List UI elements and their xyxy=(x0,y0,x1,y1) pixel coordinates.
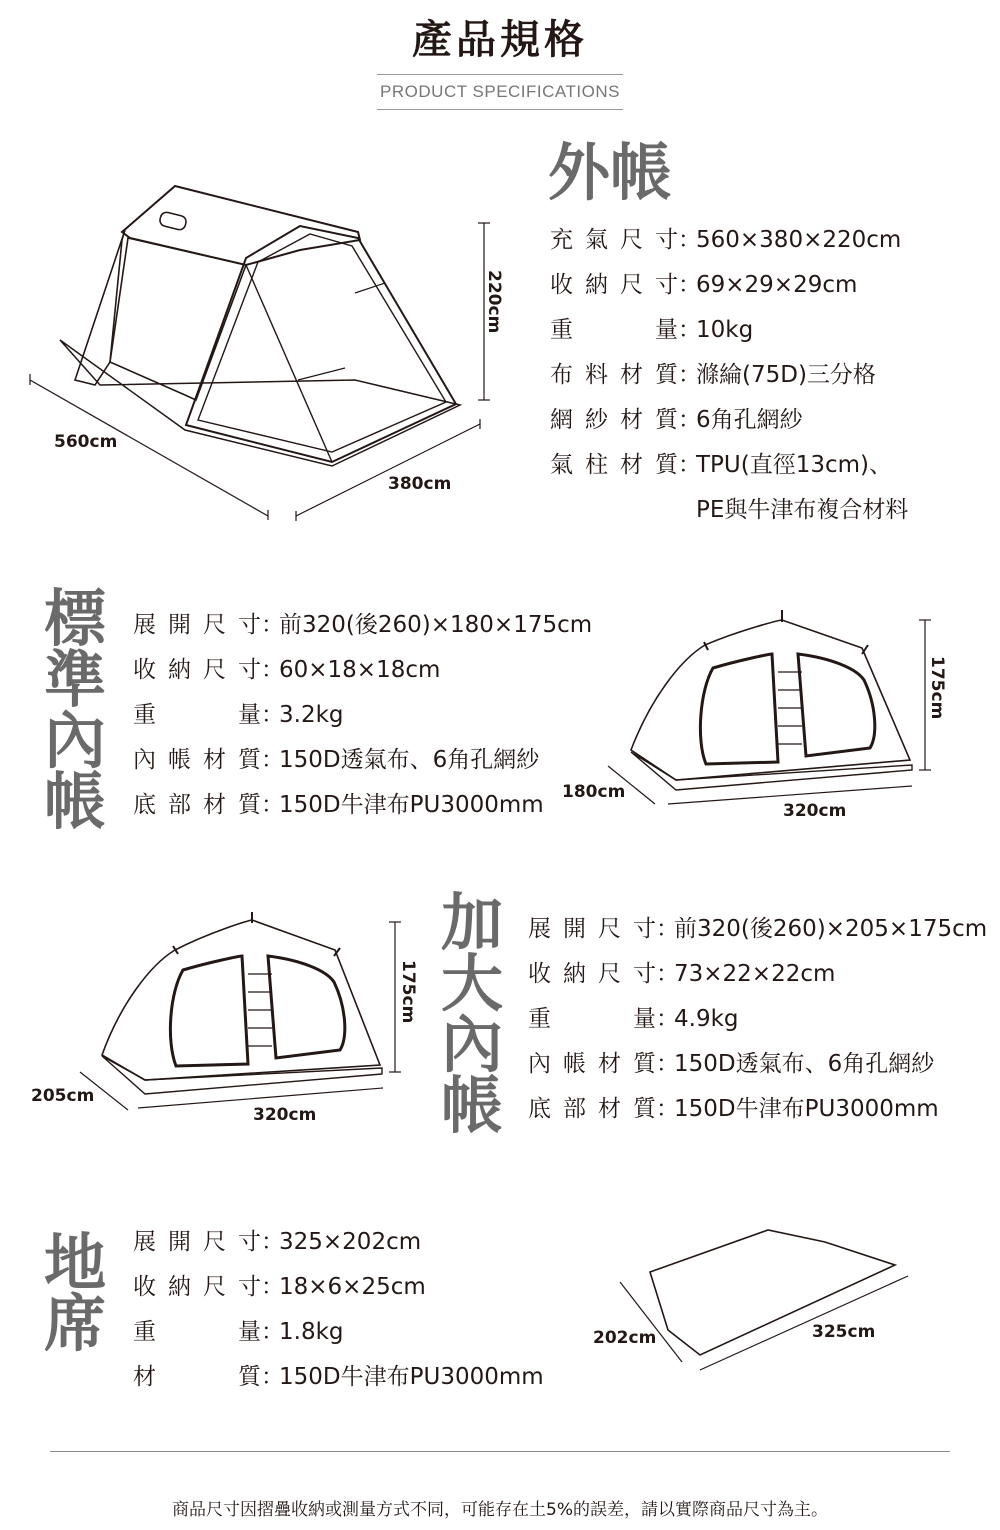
standard-inner-drawing xyxy=(608,610,931,804)
outer-tent-title: 外帳 xyxy=(548,136,673,209)
spec-row: 內帳材質 ： 150D透氣布、6角孔網紗 xyxy=(133,738,592,783)
spec-row: 收納尺寸 ： 69×29×29cm xyxy=(550,263,908,308)
spec-label: 重量 xyxy=(550,317,678,343)
large-inner-specs xyxy=(528,907,987,1132)
large-height-dim: 175cm xyxy=(398,960,418,1024)
spec-value: 560×380×220cm xyxy=(696,227,902,253)
spec-row: 收納尺寸 ： 73×22×22cm xyxy=(528,952,987,997)
spec-value: 150D牛津布PU3000mm xyxy=(279,1364,544,1390)
spec-value: TPU(直徑13cm)、 xyxy=(696,452,893,478)
large-inner-title xyxy=(441,886,504,1142)
spec-value: 10kg xyxy=(696,317,754,343)
spec-value: 滌綸(75D)三分格 xyxy=(696,362,876,388)
spec-row: 充氣尺寸 ： 560×380×220cm xyxy=(550,218,908,263)
spec-row: 重量 ： 10kg xyxy=(550,308,908,353)
outer-height-dim: 220cm xyxy=(484,270,504,334)
spec-row: 展開尺寸 ： 325×202cm xyxy=(133,1220,544,1265)
spec-row: 底部材質 ： 150D牛津布PU3000mm xyxy=(528,1087,987,1132)
spec-label: 收納尺寸 xyxy=(550,272,678,298)
outer-tent-drawing xyxy=(30,186,490,521)
spec-value: 前320(後260)×180×175cm xyxy=(279,612,593,638)
page-title: 產品規格 xyxy=(412,17,588,63)
spec-label: 網紗材質 xyxy=(550,407,678,433)
spec-label: 收納尺寸 xyxy=(133,657,261,683)
standard-width-dim: 320cm xyxy=(783,801,847,821)
title-char: 加 xyxy=(441,886,504,959)
standard-depth-dim: 180cm xyxy=(562,782,626,802)
mat-width-dim: 325cm xyxy=(812,1322,876,1342)
footnote: 商品尺寸因摺疊收納或測量方式不同，可能存在土5%的誤差，請以實際商品尺寸為主。 xyxy=(172,1500,828,1520)
spec-row: 收納尺寸 ： 18×6×25cm xyxy=(133,1265,544,1310)
spec-value: 150D牛津布PU3000mm xyxy=(674,1096,939,1122)
large-width-dim: 320cm xyxy=(253,1105,317,1125)
spec-label: 收納尺寸 xyxy=(133,1274,261,1300)
title-char: 準 xyxy=(44,643,107,716)
footer-divider xyxy=(50,1451,950,1452)
spec-label: 展開尺寸 xyxy=(133,612,261,638)
spec-row: 氣柱材質 ： TPU(直徑13cm)、 xyxy=(550,443,908,488)
spec-row: 收納尺寸 ： 60×18×18cm xyxy=(133,648,592,693)
spec-label: 材質 xyxy=(133,1364,261,1390)
spec-label: 充氣尺寸 xyxy=(550,227,678,253)
title-char: 地 xyxy=(44,1226,107,1299)
spec-label: 布料材質 xyxy=(550,362,678,388)
spec-value: 150D透氣布、6角孔網紗 xyxy=(279,747,540,773)
spec-label: 重量 xyxy=(133,1319,261,1345)
standard-height-dim: 175cm xyxy=(927,656,947,720)
spec-label: 展開尺寸 xyxy=(133,1229,261,1255)
standard-inner-title xyxy=(44,582,107,838)
spec-value: 60×18×18cm xyxy=(279,657,441,683)
spec-row: 底部材質 ： 150D牛津布PU3000mm xyxy=(133,783,592,828)
title-char: 標 xyxy=(44,582,107,655)
large-inner-drawing xyxy=(80,912,401,1110)
large-depth-dim: 205cm xyxy=(31,1086,95,1106)
spec-row: 重量 ： 1.8kg xyxy=(133,1310,544,1355)
spec-label: 氣柱材質 xyxy=(550,452,678,478)
spec-label: 底部材質 xyxy=(528,1096,656,1122)
spec-row: 網紗材質 ： 6角孔網紗 xyxy=(550,398,908,443)
title-char: 帳 xyxy=(441,1069,504,1142)
spec-value: 325×202cm xyxy=(279,1229,422,1255)
ground-mat-specs xyxy=(133,1220,544,1400)
spec-row: 重量 ： 4.9kg xyxy=(528,997,987,1042)
spec-value: 69×29×29cm xyxy=(696,272,858,298)
spec-value: 73×22×22cm xyxy=(674,961,836,987)
spec-label: 內帳材質 xyxy=(133,747,261,773)
spec-value: PE與牛津布複合材料 xyxy=(696,497,909,523)
mat-depth-dim: 202cm xyxy=(593,1328,657,1348)
outer-length-dim: 560cm xyxy=(54,432,118,452)
spec-row: 材質 ： 150D牛津布PU3000mm xyxy=(133,1355,544,1400)
spec-value: 150D透氣布、6角孔網紗 xyxy=(674,1051,935,1077)
spec-label: 展開尺寸 xyxy=(528,916,656,942)
spec-label: 底部材質 xyxy=(133,792,261,818)
spec-value: 6角孔網紗 xyxy=(696,407,803,433)
spec-label: 收納尺寸 xyxy=(528,961,656,987)
ground-mat-drawing xyxy=(620,1230,908,1370)
spec-label: 內帳材質 xyxy=(528,1051,656,1077)
spec-row: 布料材質 ： 滌綸(75D)三分格 xyxy=(550,353,908,398)
spec-value: 前320(後260)×205×175cm xyxy=(674,916,988,942)
spec-value: 18×6×25cm xyxy=(279,1274,426,1300)
spec-row: 展開尺寸 ： 前320(後260)×205×175cm xyxy=(528,907,987,952)
spec-value: 150D牛津布PU3000mm xyxy=(279,792,544,818)
standard-inner-specs xyxy=(133,603,592,828)
spec-value: 1.8kg xyxy=(279,1319,344,1345)
title-char: 內 xyxy=(441,1008,504,1081)
spec-label: 重量 xyxy=(133,702,261,728)
spec-value: 3.2kg xyxy=(279,702,344,728)
spec-value: 4.9kg xyxy=(674,1006,739,1032)
title-char: 大 xyxy=(441,947,504,1020)
spec-row: 重量 ： 3.2kg xyxy=(133,693,592,738)
page-subtitle: PRODUCT SPECIFICATIONS xyxy=(377,74,623,110)
ground-mat-title xyxy=(44,1226,107,1360)
spec-label: 重量 xyxy=(528,1006,656,1032)
title-char: 內 xyxy=(44,704,107,777)
title-char: 帳 xyxy=(44,765,107,838)
title-char: 席 xyxy=(44,1287,107,1360)
spec-row: 展開尺寸 ： 前320(後260)×180×175cm xyxy=(133,603,592,648)
spec-row: 內帳材質 ： 150D透氣布、6角孔網紗 xyxy=(528,1042,987,1087)
outer-width-dim: 380cm xyxy=(388,474,452,494)
